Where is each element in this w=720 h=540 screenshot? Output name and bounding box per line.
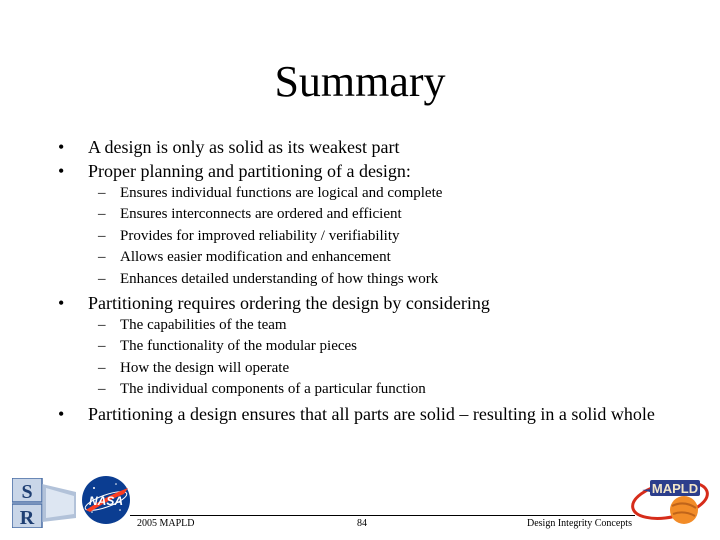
dash-symbol: – bbox=[98, 317, 106, 333]
bullet-text: Proper planning and partitioning of a design: bbox=[88, 161, 411, 181]
sub-bullet-text: How the design will operate bbox=[120, 360, 290, 376]
nasa-label: NASA bbox=[88, 494, 124, 508]
footer-left-text: 2005 MAPLD bbox=[137, 518, 195, 529]
nasa-logo bbox=[80, 474, 132, 526]
sr-letter-r: R bbox=[19, 507, 35, 528]
sub-bullet-text: Provides for improved reliability / verifiability bbox=[120, 228, 400, 244]
bullet-symbol: • bbox=[58, 137, 65, 157]
footer-page-number: 84 bbox=[357, 518, 367, 529]
dash-symbol: – bbox=[98, 360, 106, 376]
bullet-text: Partitioning requires ordering the design by considering bbox=[88, 293, 490, 313]
sr-logo bbox=[12, 478, 76, 528]
sub-bullet-text: Ensures interconnects are ordered and efficient bbox=[120, 206, 402, 222]
sr-letter-s: S bbox=[21, 481, 33, 503]
bullet-text: Partitioning a design ensures that all parts are solid – resulting in a solid whole bbox=[88, 404, 655, 424]
dash-symbol: – bbox=[98, 271, 106, 287]
mapld-label: MAPLD bbox=[651, 481, 699, 496]
dash-symbol: – bbox=[98, 228, 106, 244]
dash-symbol: – bbox=[98, 206, 106, 222]
nasa-meatball-icon bbox=[80, 474, 132, 526]
footer-right-text: Design Integrity Concepts bbox=[527, 518, 632, 529]
mapld-logo bbox=[628, 470, 714, 530]
bullet-symbol: • bbox=[58, 404, 65, 424]
dash-symbol: – bbox=[98, 381, 106, 397]
dash-symbol: – bbox=[98, 185, 106, 201]
dash-symbol: – bbox=[98, 249, 106, 265]
sub-bullet-text: Ensures individual functions are logical and complete bbox=[120, 185, 443, 201]
sub-bullet-text: Allows easier modification and enhancement bbox=[120, 249, 391, 265]
sub-bullet-text: The capabilities of the team bbox=[120, 317, 287, 333]
dash-symbol: – bbox=[98, 338, 106, 354]
bullet-symbol: • bbox=[58, 293, 65, 313]
bullet-text: A design is only as solid as its weakest part bbox=[88, 137, 400, 157]
sr-logo-graphic bbox=[12, 478, 76, 528]
bullet-symbol: • bbox=[58, 161, 65, 181]
sub-bullet-text: The individual components of a particular function bbox=[120, 381, 426, 397]
sub-bullet-text: The functionality of the modular pieces bbox=[120, 338, 358, 354]
slide-title: Summary bbox=[274, 57, 446, 106]
sub-bullet-text: Enhances detailed understanding of how things work bbox=[120, 271, 439, 287]
footer-rule bbox=[130, 515, 635, 516]
mapld-logo-graphic bbox=[628, 470, 714, 530]
